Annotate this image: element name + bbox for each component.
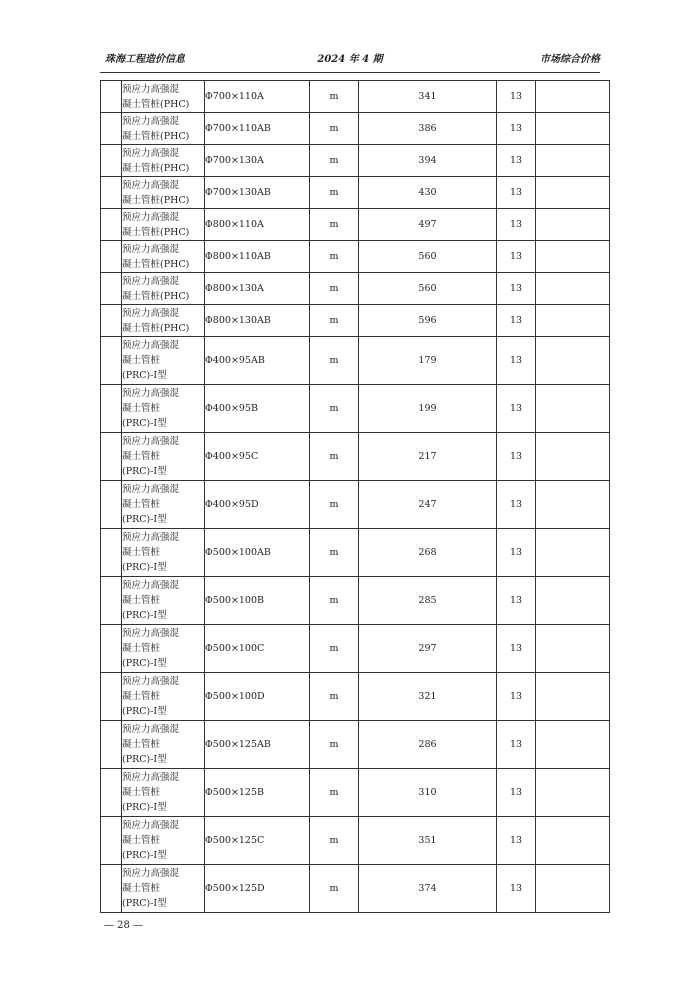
tax-rate-cell: 13 [497,529,536,577]
spec-cell: Φ400×95B [205,385,310,433]
material-name: 预应力高强混 凝土管桩 (PRC)-Ⅰ型 [122,580,180,621]
table-row [101,769,610,817]
material-name: 预应力高强混 凝土管桩 (PRC)-Ⅰ型 [122,868,180,909]
price-cell: 560 [359,241,497,273]
material-name-cell [122,81,205,113]
row-index-cell [101,113,122,145]
row-index-cell [101,385,122,433]
tax-rate-cell: 13 [497,273,536,305]
material-name-cell [122,721,205,769]
price-cell: 497 [359,209,497,241]
unit-cell: m [310,529,359,577]
spec-cell: Φ400×95AB [205,337,310,385]
material-name-cell [122,673,205,721]
material-name: 预应力高强混 凝土管桩(PHC) [122,211,190,238]
remark-cell [536,673,610,721]
row-index-cell [101,625,122,673]
table-row [101,577,610,625]
row-index-cell [101,337,122,385]
price-table-body [101,81,610,913]
material-name: 预应力高强混 凝土管桩 (PRC)-Ⅰ型 [122,724,180,765]
spec-cell: Φ700×130A [205,145,310,177]
tax-rate-cell: 13 [497,721,536,769]
table-row [101,673,610,721]
material-name: 预应力高强混 凝土管桩 (PRC)-Ⅰ型 [122,532,180,573]
table-row [101,481,610,529]
table-row [101,337,610,385]
spec-cell: Φ500×125B [205,769,310,817]
material-name-cell [122,209,205,241]
price-cell: 596 [359,305,497,337]
material-name-cell [122,433,205,481]
spec-cell: Φ400×95C [205,433,310,481]
tax-rate-cell: 13 [497,305,536,337]
tax-rate-cell: 13 [497,865,536,913]
remark-cell [536,625,610,673]
material-name-cell [122,177,205,209]
spec-cell: Φ800×110AB [205,241,310,273]
unit-cell: m [310,625,359,673]
header-rule [100,72,600,73]
tax-rate-cell: 13 [497,145,536,177]
tax-rate-cell: 13 [497,241,536,273]
row-index-cell [101,529,122,577]
remark-cell [536,145,610,177]
material-name: 预应力高强混 凝土管桩 (PRC)-Ⅰ型 [122,436,180,477]
unit-cell: m [310,81,359,113]
material-name: 预应力高强混 凝土管桩(PHC) [122,243,190,270]
row-index-cell [101,305,122,337]
row-index-cell [101,433,122,481]
price-cell: 374 [359,865,497,913]
table-row [101,305,610,337]
price-cell: 297 [359,625,497,673]
row-index-cell [101,177,122,209]
spec-cell: Φ700×110AB [205,113,310,145]
unit-cell: m [310,673,359,721]
material-name-cell [122,817,205,865]
table-row [101,721,610,769]
spec-cell: Φ500×100D [205,673,310,721]
unit-cell: m [310,577,359,625]
page-header [100,50,600,66]
remark-cell [536,385,610,433]
spec-cell: Φ800×110A [205,209,310,241]
remark-cell [536,529,610,577]
price-cell: 286 [359,721,497,769]
price-cell: 341 [359,81,497,113]
tax-rate-cell: 13 [497,113,536,145]
row-index-cell [101,769,122,817]
material-name: 预应力高强混 凝土管桩 (PRC)-Ⅰ型 [122,628,180,669]
material-name-cell [122,577,205,625]
material-name: 预应力高强混 凝土管桩 (PRC)-Ⅰ型 [122,772,180,813]
price-cell: 247 [359,481,497,529]
material-name: 预应力高强混 凝土管桩 (PRC)-Ⅰ型 [122,820,180,861]
row-index-cell [101,81,122,113]
tax-rate-cell: 13 [497,577,536,625]
material-name: 预应力高强混 凝土管桩(PHC) [122,307,190,334]
material-name: 预应力高强混 凝土管桩 (PRC)-Ⅰ型 [122,388,180,429]
page-number: — 28 — [104,920,144,931]
table-row [101,625,610,673]
remark-cell [536,81,610,113]
price-cell: 268 [359,529,497,577]
spec-cell: Φ500×125C [205,817,310,865]
remark-cell [536,113,610,145]
material-name-cell [122,241,205,273]
table-row [101,529,610,577]
remark-cell [536,817,610,865]
tax-rate-cell: 13 [497,769,536,817]
price-cell: 430 [359,177,497,209]
row-index-cell [101,721,122,769]
unit-cell: m [310,481,359,529]
row-index-cell [101,273,122,305]
material-name-cell [122,305,205,337]
material-name: 预应力高强混 凝土管桩(PHC) [122,179,190,206]
material-name: 预应力高强混 凝土管桩(PHC) [122,115,190,142]
remark-cell [536,769,610,817]
remark-cell [536,177,610,209]
issue-label: 2024 年 4 期 [317,54,383,65]
price-cell: 394 [359,145,497,177]
price-cell: 179 [359,337,497,385]
price-cell: 217 [359,433,497,481]
material-name-cell [122,145,205,177]
remark-cell [536,481,610,529]
price-cell: 310 [359,769,497,817]
unit-cell: m [310,113,359,145]
table-row [101,209,610,241]
spec-cell: Φ800×130AB [205,305,310,337]
row-index-cell [101,865,122,913]
tax-rate-cell: 13 [497,673,536,721]
tax-rate-cell: 13 [497,81,536,113]
publication-title: 珠海工程造价信息 [105,54,185,65]
material-name-cell [122,273,205,305]
table-row [101,817,610,865]
unit-cell: m [310,177,359,209]
price-cell: 386 [359,113,497,145]
unit-cell: m [310,721,359,769]
spec-cell: Φ500×100AB [205,529,310,577]
spec-cell: Φ500×125D [205,865,310,913]
spec-cell: Φ500×125AB [205,721,310,769]
table-row [101,241,610,273]
material-name-cell [122,113,205,145]
remark-cell [536,721,610,769]
table-row [101,865,610,913]
unit-cell: m [310,305,359,337]
spec-cell: Φ400×95D [205,481,310,529]
unit-cell: m [310,209,359,241]
material-name-cell [122,865,205,913]
table-row [101,145,610,177]
section-title: 市场综合价格 [540,54,600,65]
spec-cell: Φ500×100C [205,625,310,673]
material-name-cell [122,481,205,529]
remark-cell [536,209,610,241]
spec-cell: Φ800×130A [205,273,310,305]
spec-cell: Φ700×130AB [205,177,310,209]
material-name-cell [122,769,205,817]
material-name-cell [122,625,205,673]
remark-cell [536,241,610,273]
material-name: 预应力高强混 凝土管桩(PHC) [122,83,190,110]
remark-cell [536,305,610,337]
table-row [101,177,610,209]
spec-cell: Φ500×100B [205,577,310,625]
row-index-cell [101,577,122,625]
table-row [101,113,610,145]
price-cell: 285 [359,577,497,625]
row-index-cell [101,145,122,177]
unit-cell: m [310,337,359,385]
material-name: 预应力高强混 凝土管桩(PHC) [122,147,190,174]
tax-rate-cell: 13 [497,625,536,673]
table-row [101,433,610,481]
tax-rate-cell: 13 [497,385,536,433]
spec-cell: Φ700×110A [205,81,310,113]
unit-cell: m [310,145,359,177]
tax-rate-cell: 13 [497,817,536,865]
unit-cell: m [310,273,359,305]
remark-cell [536,577,610,625]
row-index-cell [101,673,122,721]
price-cell: 351 [359,817,497,865]
table-row [101,81,610,113]
price-cell: 199 [359,385,497,433]
price-table [100,80,610,913]
material-name: 预应力高强混 凝土管桩 (PRC)-Ⅰ型 [122,340,180,381]
material-name: 预应力高强混 凝土管桩(PHC) [122,275,190,302]
price-cell: 560 [359,273,497,305]
unit-cell: m [310,769,359,817]
remark-cell [536,865,610,913]
material-name-cell [122,385,205,433]
tax-rate-cell: 13 [497,337,536,385]
remark-cell [536,433,610,481]
remark-cell [536,337,610,385]
unit-cell: m [310,865,359,913]
tax-rate-cell: 13 [497,433,536,481]
unit-cell: m [310,385,359,433]
row-index-cell [101,209,122,241]
material-name: 预应力高强混 凝土管桩 (PRC)-Ⅰ型 [122,484,180,525]
material-name-cell [122,337,205,385]
table-row [101,385,610,433]
unit-cell: m [310,433,359,481]
row-index-cell [101,817,122,865]
unit-cell: m [310,817,359,865]
material-name-cell [122,529,205,577]
tax-rate-cell: 13 [497,177,536,209]
price-cell: 321 [359,673,497,721]
tax-rate-cell: 13 [497,481,536,529]
unit-cell: m [310,241,359,273]
row-index-cell [101,481,122,529]
material-name: 预应力高强混 凝土管桩 (PRC)-Ⅰ型 [122,676,180,717]
tax-rate-cell: 13 [497,209,536,241]
row-index-cell [101,241,122,273]
table-row [101,273,610,305]
remark-cell [536,273,610,305]
